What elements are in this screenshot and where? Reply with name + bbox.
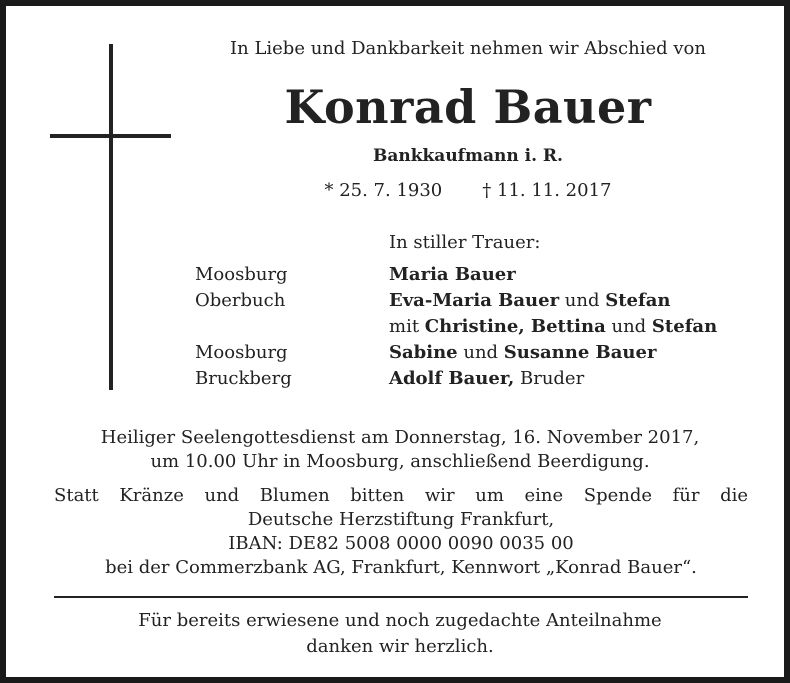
donation-line: bei der Commerzbank AG, Frankfurt, Kennwort „Konrad Bauer“. (105, 557, 697, 578)
mourner-name: Christine, Bettina (424, 316, 606, 337)
mourner-relation: Bruder (514, 368, 585, 389)
mourner-name: Adolf Bauer, (389, 368, 515, 389)
mourner-name: Stefan (651, 316, 718, 337)
profession: Bankkaufmann i. R. (373, 146, 563, 166)
cross-icon (109, 44, 113, 390)
mourner-name: Stefan (605, 290, 671, 311)
donation-iban: IBAN: DE82 5008 0000 0090 0035 00 (228, 533, 574, 554)
thanks-line: Für bereits erwiesene und noch zugedachte Anteilnahme (138, 610, 662, 631)
life-dates (188, 180, 748, 201)
service-line: Heiliger Seelengottesdienst am Donnerstag, 16. November 2017, (100, 427, 700, 448)
mourner-place: Bruckberg (195, 368, 292, 389)
mourner-name: Sabine (389, 342, 458, 363)
donation-info (54, 484, 748, 580)
intro-text: In Liebe und Dankbarkeit nehmen wir Abschied von (230, 38, 706, 59)
service-line: um 10.00 Uhr in Moosburg, anschließend Beerdigung. (150, 451, 650, 472)
mourner-row (195, 314, 717, 340)
divider (54, 596, 748, 598)
mourning-title: In stiller Trauer: (389, 232, 541, 253)
mourner-row (195, 340, 717, 366)
thanks-text (36, 608, 764, 660)
deceased-name: Konrad Bauer (284, 80, 652, 134)
death-date: † 11. 11. 2017 (482, 180, 612, 201)
mourner-prefix: mit (389, 316, 425, 337)
mourner-place: Moosburg (195, 342, 288, 363)
donation-line: Deutsche Herzstiftung Frankfurt, (247, 509, 555, 530)
mourner-row (195, 288, 717, 314)
mourners-list (195, 262, 717, 392)
mourner-name: Eva-Maria Bauer (389, 290, 560, 311)
mourner-join: und (605, 316, 652, 337)
mourner-join: und (559, 290, 606, 311)
donation-line: Statt Kränze und Blumen bitten wir um eine Spende für die (54, 485, 748, 506)
birth-date: * 25. 7. 1930 (324, 180, 443, 201)
cross-icon-bar (50, 134, 171, 138)
service-info (36, 426, 764, 474)
mourner-join: und (457, 342, 504, 363)
thanks-line: danken wir herzlich. (306, 636, 494, 657)
mourner-name: Maria Bauer (389, 264, 516, 285)
mourner-place: Oberbuch (195, 290, 286, 311)
mourner-row (195, 262, 717, 288)
mourner-name: Susanne Bauer (503, 342, 657, 363)
mourner-place: Moosburg (195, 264, 288, 285)
mourner-row (195, 366, 717, 392)
